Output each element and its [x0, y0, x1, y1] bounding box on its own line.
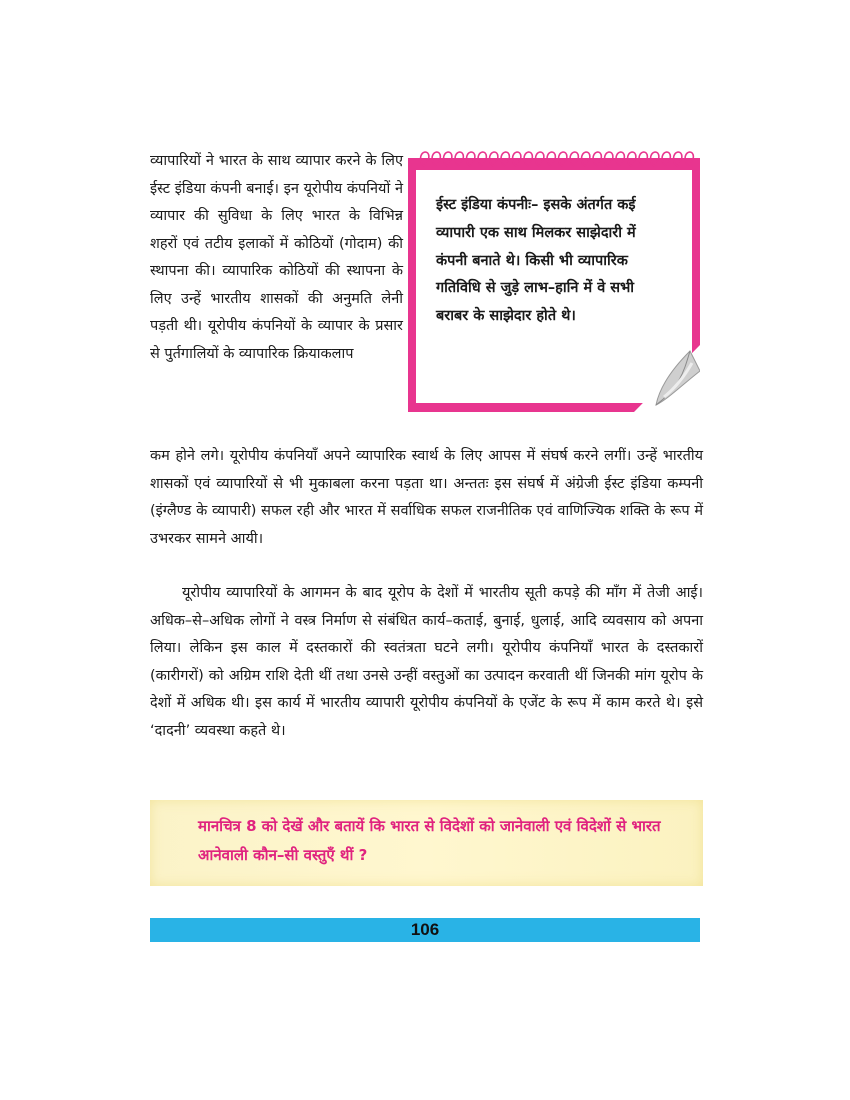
spiral-ring	[432, 152, 440, 166]
activity-box	[150, 800, 703, 886]
spiral-ring	[501, 152, 509, 166]
spiral-ring	[674, 152, 682, 166]
spiral-ring	[570, 152, 578, 166]
spiral-ring	[444, 152, 452, 166]
spiral-ring	[455, 152, 463, 166]
spiral-ring	[628, 152, 636, 166]
spiral-ring	[547, 152, 555, 166]
spiral-ring	[639, 152, 647, 166]
spiral-ring	[559, 152, 567, 166]
spiral-ring	[582, 152, 590, 166]
page-number-bar	[150, 918, 700, 942]
spiral-ring	[662, 152, 670, 166]
spiral-ring	[685, 152, 693, 166]
page-curl-icon	[634, 345, 700, 412]
spiral-ring	[593, 152, 601, 166]
spiral-ring	[490, 152, 498, 166]
spiral-ring	[421, 152, 429, 166]
spiral-ring	[513, 152, 521, 166]
spiral-binding-icon	[416, 148, 700, 170]
spiral-ring	[467, 152, 475, 166]
page-number: 106	[410, 920, 440, 939]
spiral-ring	[524, 152, 532, 166]
spiral-ring	[616, 152, 624, 166]
spiral-ring	[605, 152, 613, 166]
activity-question: मानचित्र 8 को देखें और बतायें कि भारत से विदेशों को जानेवाली एवं विदेशों से भारत आनेवाली कौन–सी वस्तुएँ थीं ?	[198, 817, 661, 864]
spiral-ring	[478, 152, 486, 166]
spiral-ring	[536, 152, 544, 166]
intro-paragraph: व्यापारियों ने भारत के साथ व्यापार करने के लिए ईस्ट इंडिया कंपनी बनाई। इन यूरोपीय कंपनियों ने व्यापार की सुविधा के लिए भारत के विभिन्न शहरों एवं तटीय इलाकों में कोठियों (गोदाम) की स्थापना की। व्यापारिक कोठियों की स्थापना के लिए उन्हें भारतीय शासकों की अनुमति लेनी पड़ती थी। यूरोपीय कंपनियों के व्यापार के प्रसार से पुर्तगालियों के व्यापारिक क्रियाकलाप	[150, 153, 403, 362]
second-paragraph: यूरोपीय व्यापारियों के आगमन के बाद यूरोप के देशों में भारतीय सूती कपड़े की माँग में तेजी आई। अधिक–से–अधिक लोगों ने वस्त्र निर्माण से संबंधित कार्य–कताई, बुनाई, धुलाई, आदि व्यवसाय को अपना लिया। लेकिन इस काल में दस्तकारों की स्वतंत्रता घटने लगी। यूरोपीय कंपनियाँ भारत के दस्तकारों (कारीगरों) को अग्रिम राशि देती थीं तथा उनसे उन्हीं वस्तुओं का उत्पादन करवाती थीं जिनकी मांग यूरोप के देशों में अधिक थी। इस कार्य में भारतीय व्यापारी यूरोपीय कंपनियों के एजेंट के रूप में काम करते थे। इसे ‘दादनी’ व्यवस्था कहते थे।	[150, 585, 703, 739]
note-text: ईस्ट इंडिया कंपनीः– इसके अंतर्गत कई व्यापारी एक साथ मिलकर साझेदारी में कंपनी बनाते थे। किसी भी व्यापारिक गतिविधि से जुड़े लाभ–हानि में वे सभी बराबर के साझेदार होते थे।	[436, 197, 636, 325]
intro-paragraph-continued: कम होने लगे। यूरोपीय कंपनियाँ अपने व्यापारिक स्वार्थ के लिए आपस में संघर्ष करने लगीं। उन्हें भारतीय शासकों एवं व्यापारियों से भी मुकाबला करना पड़ता था। अन्ततः इस संघर्ष में अंग्रेजी ईस्ट इंडिया कम्पनी (इंग्लैण्ड के व्यापारी) सफल रही और भारत में सर्वाधिक सफल राजनीतिक एवं वाणिज्यिक शक्ति के रूप में उभरकर सामने आयी।	[150, 448, 703, 547]
spiral-ring	[651, 152, 659, 166]
